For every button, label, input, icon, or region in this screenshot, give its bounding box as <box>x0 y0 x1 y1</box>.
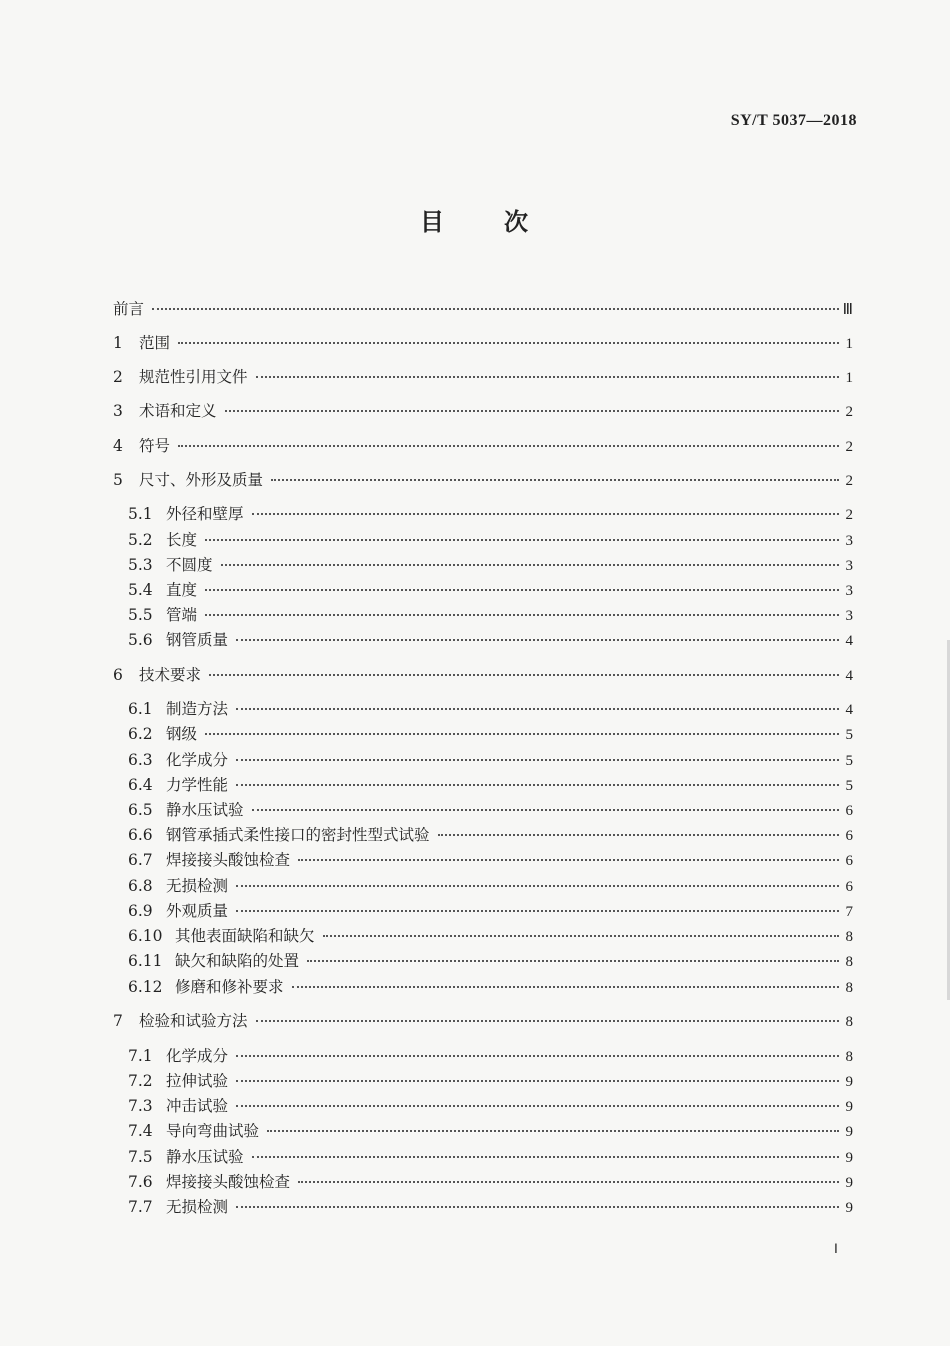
toc-entry-number: 2 <box>113 368 123 386</box>
toc-entry-number: 6.10 <box>128 927 163 945</box>
toc-entry-label: 拉伸试验 <box>166 1072 229 1090</box>
toc-entry-number: 6.9 <box>128 902 153 920</box>
toc-entry[interactable] <box>128 874 853 896</box>
toc-entry-label: 不圆度 <box>166 556 213 574</box>
page-title <box>0 202 950 237</box>
toc-entry-number: 3 <box>113 402 123 420</box>
toc-entry[interactable] <box>128 748 853 770</box>
toc-leader-dots <box>252 809 839 811</box>
toc-entry-page: 3 <box>845 608 853 624</box>
toc-leader-dots <box>256 1020 839 1022</box>
toc-entry[interactable] <box>128 1069 853 1091</box>
toc-leader-dots <box>271 479 839 481</box>
toc-entry-label: 静水压试验 <box>166 1148 244 1166</box>
toc-entry-label: 检验和试验方法 <box>139 1012 248 1030</box>
toc-entry-label: 钢级 <box>166 725 198 743</box>
toc-leader-dots <box>221 564 839 566</box>
toc-entry-number: 7.1 <box>128 1047 153 1065</box>
toc-entry-label: 力学性能 <box>166 776 229 794</box>
toc-leader-dots <box>178 342 839 344</box>
toc-entry-number: 6.11 <box>128 952 163 970</box>
toc-entry-page: 9 <box>845 1099 853 1115</box>
toc-entry-label: 前言 <box>113 300 145 318</box>
toc-entry-number: 5.6 <box>128 631 153 649</box>
toc-entry-number: 6.4 <box>128 776 153 794</box>
toc-entry-page: 3 <box>845 583 853 599</box>
toc-entry-page: 4 <box>845 668 853 684</box>
toc-entry[interactable] <box>128 1170 853 1192</box>
toc-leader-dots <box>225 410 839 412</box>
toc-entry-number: 5.3 <box>128 556 153 574</box>
toc-entry-label: 无损检测 <box>166 877 229 895</box>
toc-entry[interactable] <box>128 603 853 625</box>
toc-entry-number: 7.6 <box>128 1173 153 1191</box>
toc-entry-page: 3 <box>845 533 853 549</box>
toc-entry-number: 7.7 <box>128 1198 153 1216</box>
toc-entry[interactable] <box>128 975 853 997</box>
toc-entry-page: 9 <box>845 1074 853 1090</box>
toc-entry-page: 1 <box>845 370 853 386</box>
toc-entry-label: 外径和壁厚 <box>166 505 244 523</box>
toc-entry-label: 钢管质量 <box>166 631 229 649</box>
toc-entry-label: 符号 <box>139 437 171 455</box>
toc-leader-dots <box>205 733 839 735</box>
toc-entry-label: 焊接接头酸蚀检查 <box>166 851 291 869</box>
toc-entry[interactable] <box>128 924 853 946</box>
toc-entry-label: 化学成分 <box>166 751 229 769</box>
toc-leader-dots <box>256 376 839 378</box>
toc-entry[interactable] <box>128 1195 853 1217</box>
toc-entry-label: 术语和定义 <box>139 402 217 420</box>
toc-entry[interactable] <box>128 899 853 921</box>
toc-entry-label: 制造方法 <box>166 700 229 718</box>
toc-entry-number: 7.5 <box>128 1148 153 1166</box>
toc-entry-page: 8 <box>845 954 853 970</box>
toc-entry[interactable] <box>113 365 853 387</box>
toc-entry-number: 6.5 <box>128 801 153 819</box>
toc-entry-page: 1 <box>845 336 853 352</box>
toc-entry-number: 7 <box>113 1012 123 1030</box>
toc-entry[interactable] <box>128 502 853 524</box>
toc-leader-dots <box>236 910 839 912</box>
toc-entry-page: 8 <box>845 1014 853 1030</box>
toc-entry-label: 化学成分 <box>166 1047 229 1065</box>
toc-entry[interactable] <box>128 1094 853 1116</box>
toc-leader-dots <box>236 1080 839 1082</box>
toc-entry-label: 规范性引用文件 <box>139 368 248 386</box>
footer-page-number: Ⅰ <box>834 1241 838 1256</box>
toc-leader-dots <box>267 1130 839 1132</box>
toc-entry-page: 2 <box>845 507 853 523</box>
toc-entry-number: 6 <box>113 666 123 684</box>
toc-entry-page: 7 <box>845 904 853 920</box>
toc-entry-number: 7.4 <box>128 1122 153 1140</box>
toc-entry[interactable] <box>128 578 853 600</box>
toc-entry-page: Ⅲ <box>842 302 853 318</box>
toc-entry[interactable] <box>113 468 853 490</box>
toc-entry[interactable] <box>113 434 853 456</box>
toc-entry-label: 缺欠和缺陷的处置 <box>175 952 300 970</box>
toc-entry-number: 6.8 <box>128 877 153 895</box>
toc-entry-label: 技术要求 <box>139 666 202 684</box>
toc-leader-dots <box>236 1105 839 1107</box>
toc-leader-dots <box>307 960 839 962</box>
toc-entry-page: 6 <box>845 853 853 869</box>
toc-leader-dots <box>205 614 839 616</box>
toc-entry-number: 5 <box>113 471 123 489</box>
toc-entry-page: 5 <box>845 778 853 794</box>
toc-leader-dots <box>292 986 839 988</box>
toc-entry[interactable] <box>113 399 853 421</box>
toc-entry-number: 6.2 <box>128 725 153 743</box>
toc-entry-label: 修磨和修补要求 <box>175 978 284 996</box>
toc-entry-page: 6 <box>845 803 853 819</box>
toc-entry-number: 6.3 <box>128 751 153 769</box>
toc-entry[interactable] <box>128 949 853 971</box>
title-char-1: 目 <box>420 207 446 236</box>
toc-entry-label: 管端 <box>166 606 198 624</box>
toc-entry-number: 6.12 <box>128 978 163 996</box>
toc-entry-page: 2 <box>845 404 853 420</box>
toc-entry-page: 8 <box>845 980 853 996</box>
toc-entry-number: 5.4 <box>128 581 153 599</box>
toc-entry-number: 1 <box>113 334 123 352</box>
toc-entry[interactable] <box>113 1009 853 1031</box>
toc-leader-dots <box>236 708 839 710</box>
toc-entry[interactable] <box>128 528 853 550</box>
toc-entry[interactable] <box>128 553 853 575</box>
toc-entry[interactable] <box>128 798 853 820</box>
toc-entry-page: 9 <box>845 1150 853 1166</box>
toc-leader-dots <box>236 885 839 887</box>
toc-entry-number: 5.5 <box>128 606 153 624</box>
toc-entry-label: 长度 <box>166 531 198 549</box>
toc-leader-dots <box>152 308 839 310</box>
title-char-2: 次 <box>504 207 530 236</box>
toc-entry-label: 无损检测 <box>166 1198 229 1216</box>
toc-leader-dots <box>209 674 839 676</box>
toc-entry-label: 焊接接头酸蚀检查 <box>166 1173 291 1191</box>
toc-entry[interactable] <box>128 1119 853 1141</box>
toc-leader-dots <box>205 539 839 541</box>
toc-entry-label: 钢管承插式柔性接口的密封性型式试验 <box>166 826 430 844</box>
toc-entry-page: 2 <box>845 439 853 455</box>
toc-leader-dots <box>178 445 839 447</box>
toc-entry-number: 7.2 <box>128 1072 153 1090</box>
toc-entry-number: 6.1 <box>128 700 153 718</box>
toc-entry-label: 冲击试验 <box>166 1097 229 1115</box>
toc-entry-page: 9 <box>845 1175 853 1191</box>
toc-entry-page: 6 <box>845 828 853 844</box>
toc-entry-page: 4 <box>845 633 853 649</box>
toc-entry[interactable] <box>128 722 853 744</box>
toc-entry[interactable] <box>128 1145 853 1167</box>
toc-entry-label: 尺寸、外形及质量 <box>139 471 264 489</box>
toc-entry[interactable] <box>128 773 853 795</box>
toc-leader-dots <box>236 784 839 786</box>
toc-entry-page: 6 <box>845 879 853 895</box>
toc-entry[interactable] <box>128 848 853 870</box>
toc-leader-dots <box>236 1055 839 1057</box>
toc-entry-number: 5.2 <box>128 531 153 549</box>
toc-entry[interactable] <box>113 297 853 319</box>
toc-entry-page: 5 <box>845 753 853 769</box>
toc-entry-number: 6.7 <box>128 851 153 869</box>
toc-entry[interactable] <box>113 663 853 685</box>
toc-leader-dots <box>236 639 839 641</box>
toc-entry[interactable] <box>113 331 853 353</box>
toc-leader-dots <box>298 1181 839 1183</box>
toc-entry-page: 8 <box>845 929 853 945</box>
toc-leader-dots <box>236 759 839 761</box>
toc-entry-label: 其他表面缺陷和缺欠 <box>175 927 315 945</box>
standard-code: SY/T 5037—2018 <box>730 112 857 129</box>
toc-leader-dots <box>298 859 839 861</box>
toc-entry-label: 静水压试验 <box>166 801 244 819</box>
toc-entry-label: 导向弯曲试验 <box>166 1122 260 1140</box>
toc-entry-page: 8 <box>845 1049 853 1065</box>
toc-entry-number: 6.6 <box>128 826 153 844</box>
toc-entry[interactable] <box>128 628 853 650</box>
toc-entry-page: 5 <box>845 727 853 743</box>
toc-entry-page: 9 <box>845 1124 853 1140</box>
toc-entry[interactable] <box>128 697 853 719</box>
toc-leader-dots <box>323 935 839 937</box>
toc-leader-dots <box>252 1156 839 1158</box>
toc-entry[interactable] <box>128 823 853 845</box>
toc-entry-page: 3 <box>845 558 853 574</box>
toc-entry-number: 7.3 <box>128 1097 153 1115</box>
toc-leader-dots <box>252 513 839 515</box>
toc-leader-dots <box>236 1206 839 1208</box>
toc-leader-dots <box>438 834 839 836</box>
toc-entry-number: 5.1 <box>128 505 153 523</box>
toc-entry[interactable] <box>128 1044 853 1066</box>
toc-entry-label: 外观质量 <box>166 902 229 920</box>
toc-entry-label: 范围 <box>139 334 171 352</box>
toc-entry-page: 4 <box>845 702 853 718</box>
toc-entry-page: 2 <box>845 473 853 489</box>
toc-entry-number: 4 <box>113 437 123 455</box>
toc-entry-page: 9 <box>845 1200 853 1216</box>
toc-entry-label: 直度 <box>166 581 198 599</box>
toc-leader-dots <box>205 589 839 591</box>
